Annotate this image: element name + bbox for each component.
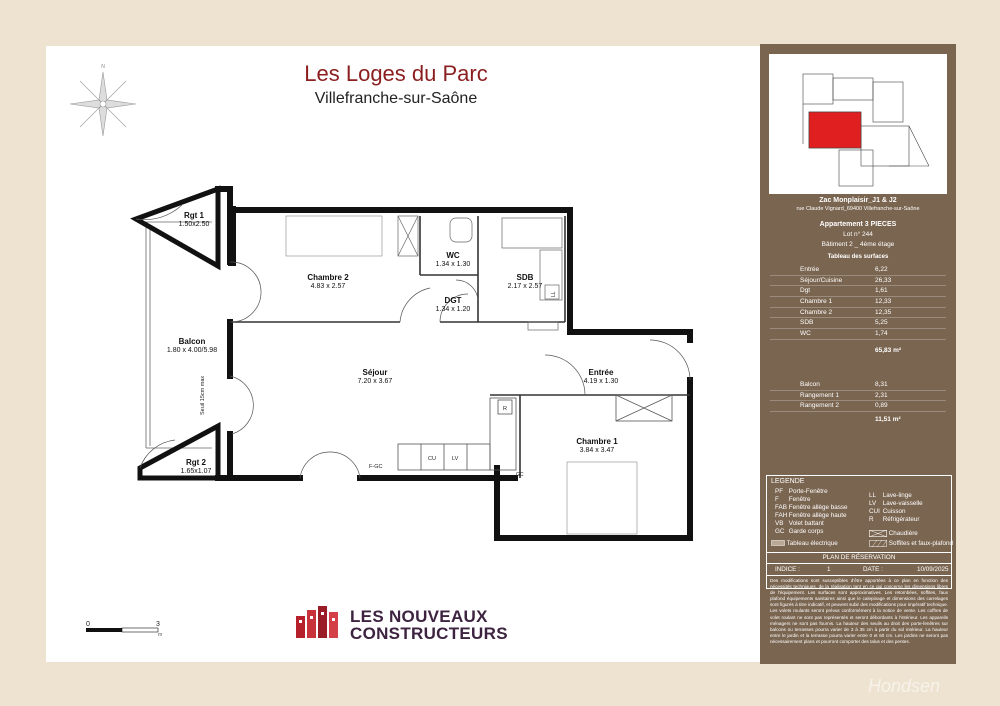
annexes-total: 11,51 m² — [875, 416, 901, 423]
electric-panel-icon — [771, 540, 785, 546]
legend-title: LEGENDE — [771, 478, 805, 485]
brand-logo-icon — [296, 606, 338, 638]
room-dims-rgt1: 1.50x2.50 — [178, 221, 210, 228]
scale-bar — [86, 628, 158, 632]
index-value: 1 — [827, 566, 831, 573]
room-dims-wc: 1.34 x 1.30 — [435, 261, 471, 268]
compass-rose-icon — [70, 72, 136, 136]
annexes-table — [770, 380, 946, 412]
room-name-chambre2: Chambre 2 — [307, 273, 349, 282]
fgc-label: F-GC — [369, 464, 383, 470]
lv-label: LV — [452, 456, 459, 462]
scale-end: 3 — [156, 621, 160, 628]
room-name-balcon: Balcon — [178, 337, 206, 346]
room-dims-dgt: 1.34 x 1.20 — [435, 306, 471, 313]
scale-unit: m — [158, 632, 163, 638]
room-name-sejour: Séjour — [362, 368, 388, 377]
brand-line2: CONSTRUCTEURS — [350, 624, 508, 643]
r-label: R — [503, 406, 507, 412]
watermark: Hondsen — [868, 676, 941, 696]
room-dims-entree: 4.19 x 1.30 — [583, 378, 619, 385]
room-name-dgt: DGT — [444, 296, 462, 305]
surfaces-title: Tableau des surfaces — [827, 254, 889, 260]
room-name-sdb: SDB — [516, 273, 534, 282]
table-row: WC 1,74 — [770, 329, 946, 340]
table-row: Rangement 1 2,31 — [770, 391, 946, 402]
reservation-title: PLAN DE RÉSERVATION — [822, 554, 896, 561]
index-label: INDICE : — [775, 566, 800, 573]
program-address: rue Claude Vignard_69400 Villefranche-sur-Saône — [796, 206, 920, 212]
kitchen-units — [398, 395, 672, 470]
room-dims-chambre1: 3.84 x 3.47 — [579, 447, 615, 454]
cu-label: CU — [428, 456, 436, 462]
legend-item: LV Lave-vaisselle — [869, 500, 923, 507]
location-thumbnail — [769, 54, 947, 194]
legend-item: R Réfrigérateur — [869, 516, 920, 523]
table-row: Chambre 1 12,33 — [770, 297, 946, 308]
room-dims-sdb: 2.17 x 2.57 — [507, 283, 543, 290]
date-label: DATE : — [863, 566, 883, 573]
ll-label: LL — [551, 291, 557, 297]
room-name-rgt2: Rgt 2 — [186, 458, 206, 467]
interior-walls — [230, 216, 690, 478]
legend-item: GC Garde corps — [775, 528, 824, 535]
table-row: Chambre 2 12,35 — [770, 308, 946, 319]
table-row: SDB 5,25 — [770, 318, 946, 329]
table-row: Séjour/Cuisine 26,33 — [770, 276, 946, 287]
legend-item: LL Lave-linge — [869, 492, 912, 499]
legend-item: F Fenêtre — [775, 496, 811, 503]
legend-item: Chaudière — [869, 530, 918, 537]
boiler-icon — [869, 530, 887, 537]
lot-number: Lot n° 244 — [843, 231, 873, 238]
legend-item: FAB Fenêtre allège basse — [775, 504, 848, 511]
disclaimer-notes: Des modifications sont susceptibles d'être apportées à ce plan en fonction des nécessités techniques, de la réalisation tant en ce qui concerne les dimensions libres de l'équipement. Les surfaces sont approximatives. Les retombées, soffites, faux plafond équipements sanitaires ainsi que le calepinage et dimensions des carrelages sont figurés à titre indicatif, et peuvent subir des modifications pour impératif technique. Les volets roulants seront prévus conformément à la notice de vente. Les coffres de volet roulant ne sont pas représentés et seront débordants à l'intérieur. Les appareils ménagers ne sont pas fournis. La hauteur des seuils au droit des porte-fenêtres sur balcons ou terrasses pourra varier de 3 à 35 cm à partir du sol intérieur. La hauteur entre le jardin et la terrasse pourra varier entre 0 et 60 cm. Les jardins ne seront pas nécessairement plans et pourront comporter des talus et des pentes. — [770, 578, 948, 644]
page-subtitle: Villefranche-sur-Saône — [314, 90, 478, 107]
table-row: Entrée 6,22 — [770, 265, 946, 276]
room-name-entree: Entrée — [588, 368, 614, 377]
soffit-hatch-icon — [869, 540, 887, 547]
seuil-label: Seuil 15cm max — [200, 375, 206, 415]
table-row: Rangement 2 0,89 — [770, 401, 946, 412]
brand-wordmark — [350, 608, 508, 642]
legend-item: Tableau électrique — [771, 540, 838, 547]
page-title: Les Loges du Parc — [304, 61, 488, 86]
room-dims-sejour: 7.20 x 3.67 — [357, 378, 393, 385]
room-name-wc: WC — [446, 251, 460, 260]
building-floor: Bâtiment 2 _ 4ème étage — [821, 241, 895, 248]
room-name-chambre1: Chambre 1 — [576, 437, 618, 446]
table-row: Balcon 8,31 — [770, 380, 946, 391]
legend-item: CUI Cuisson — [869, 508, 906, 515]
compass-north-label: N — [101, 64, 105, 70]
building-key-plan-icon — [769, 54, 947, 194]
scale-start: 0 — [86, 621, 90, 628]
room-dims-chambre2: 4.83 x 2.57 — [310, 283, 346, 290]
program-name: Zac Monplaisir_J1 & J2 — [819, 197, 897, 204]
room-dims-rgt2: 1.65x1.07 — [180, 468, 212, 475]
surfaces-table — [770, 265, 946, 340]
surfaces-total: 65,83 m² — [875, 347, 902, 354]
brand-line1: LES NOUVEAUX — [350, 607, 488, 626]
info-panel — [760, 44, 956, 664]
legend-item: Soffites et faux-plafond — [869, 540, 953, 547]
legend-box — [766, 475, 952, 589]
legend-item: FAH Fenêtre allège haute — [775, 512, 847, 519]
apartment-type: Appartement 3 PIECES — [819, 221, 897, 228]
table-row: Dgt 1,61 — [770, 286, 946, 297]
legend-item: VB Volet battant — [775, 520, 824, 527]
date-value: 10/09/2025 — [917, 566, 949, 573]
legend-item: PF Porte-Fenêtre — [775, 488, 828, 495]
room-name-rgt1: Rgt 1 — [184, 211, 204, 220]
room-dims-balcon: 1.80 x 4.00/5.98 — [166, 347, 218, 354]
gc-label: GC — [516, 472, 524, 478]
sanitary-fixtures — [398, 216, 562, 330]
